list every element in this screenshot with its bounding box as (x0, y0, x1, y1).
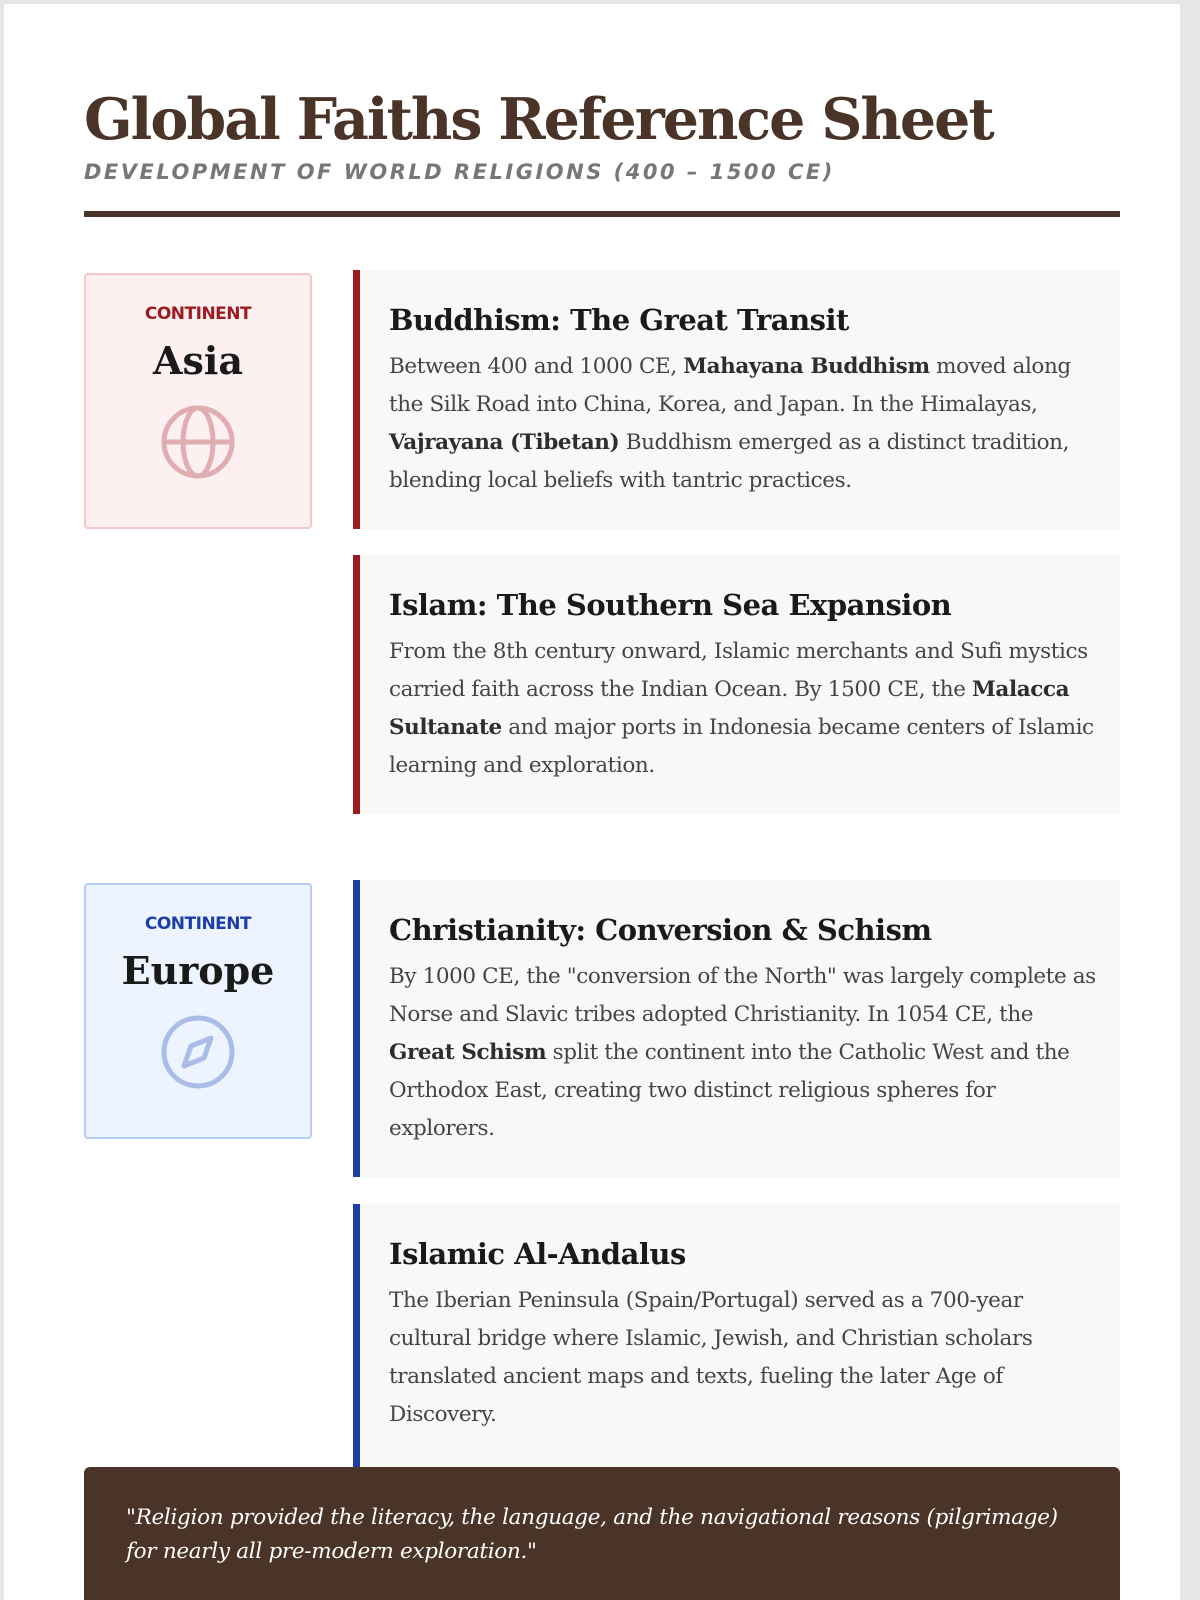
emphasis-term: Great Schism (389, 1040, 547, 1065)
entry-body: The Iberian Peninsula (Spain/Portugal) served as a 700-year cultural bridge where Islamic, Jewish, and Christian scholars translated ancient maps and texts, fueling the later Age of Discovery. (389, 1288, 1033, 1427)
entry-body: By 1000 CE, the "conversion of the North" was largely complete as Norse and Slavic tribes adopted Christianity. In 1054 CE, the Great Schism split the continent into the Catholic West and the Orthodox East, creating two distinct religious spheres for explorers. (389, 964, 1096, 1141)
continent-card-asia (84, 273, 312, 529)
entry-buddhism (353, 270, 1120, 529)
continent-name: Europe (121, 948, 275, 993)
page-title: Global Faiths Reference Sheet (84, 86, 993, 153)
entry-body: From the 8th century onward, Islamic merchants and Sufi mystics carried faith across the Indian Ocean. By 1500 CE, the Malacca Sultanate and major ports in Indonesia became centers of Islamic learning and exploration. (389, 639, 1094, 778)
entry-heading: Islamic Al-Andalus (389, 1237, 686, 1271)
entry-heading: Buddhism: The Great Transit (389, 303, 849, 337)
entry-body: Between 400 and 1000 CE, Mahayana Buddhism moved along the Silk Road into China, Korea, and Japan. In the Himalayas, Vajrayana (Tibetan) Buddhism emerged as a distinct tradition, blending local beliefs with tantric practices. (389, 354, 1071, 493)
footer-quote: "Religion provided the literacy, the language, and the navigational reasons (pilgrimage) for nearly all pre-modern exploration." (126, 1505, 1058, 1564)
entry-islam-southern-sea (353, 555, 1120, 814)
entry-al-andalus (353, 1204, 1120, 1467)
emphasis-term: Malacca Sultanate (389, 677, 1070, 740)
page-subtitle: DEVELOPMENT OF WORLD RELIGIONS (400 – 1500 CE) (84, 160, 835, 184)
reference-sheet (4, 4, 1180, 1600)
emphasis-term: Mahayana Buddhism (683, 354, 930, 379)
entry-heading: Christianity: Conversion & Schism (389, 913, 932, 947)
emphasis-term: Vajrayana (Tibetan) (389, 430, 620, 455)
continent-card-europe (84, 883, 312, 1139)
compass-icon (159, 1013, 237, 1091)
footer-quote-bar (84, 1467, 1120, 1600)
continent-kicker: CONTINENT (144, 304, 252, 324)
header (84, 84, 1120, 186)
header-divider (84, 211, 1120, 217)
continent-name: Asia (153, 338, 243, 383)
globe-icon (159, 403, 237, 481)
continent-kicker: CONTINENT (144, 914, 252, 934)
entry-heading: Islam: The Southern Sea Expansion (389, 588, 952, 622)
entry-christianity (353, 880, 1120, 1177)
